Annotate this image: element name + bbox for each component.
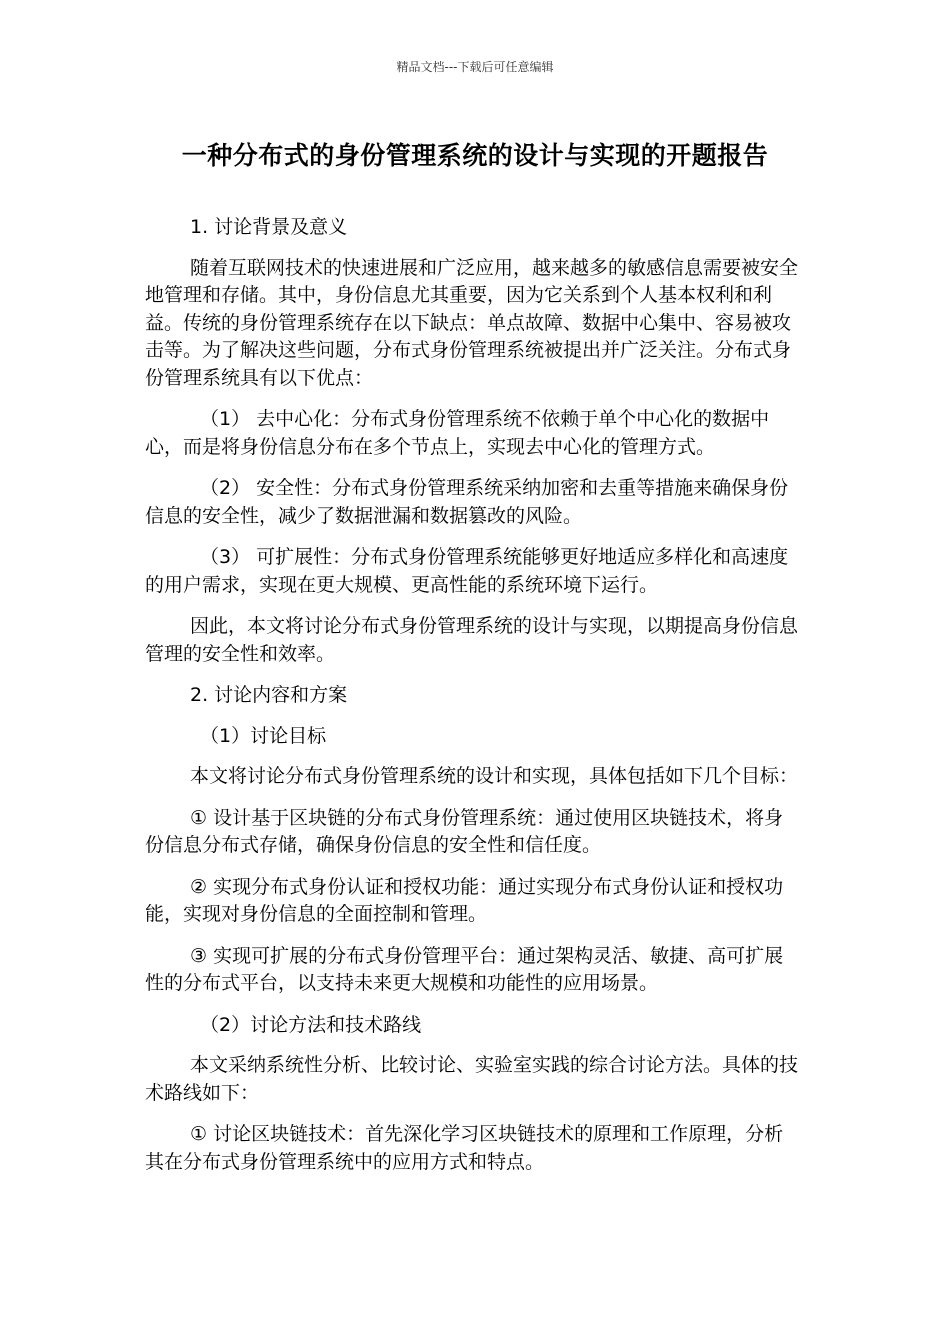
- document-body: [145, 214, 800, 1190]
- advantage-item: （3） 可扩展性：分布式身份管理系统能够更好地适应多样化和高速度的用户需求，实现在更大规模、更高性能的系统环境下运行。: [145, 546, 789, 596]
- goal-item: ② 实现分布式身份认证和授权功能：通过实现分布式身份认证和授权功能，实现对身份信息的全面控制和管理。: [145, 875, 784, 925]
- section2-heading: 2. 讨论内容和方案: [190, 684, 348, 706]
- section1-conclusion: 因此，本文将讨论分布式身份管理系统的设计与实现，以期提高身份信息管理的安全性和效率。: [145, 615, 799, 665]
- document-title: 一种分布式的身份管理系统的设计与实现的开题报告: [181, 141, 769, 170]
- goals-intro: 本文将讨论分布式身份管理系统的设计和实现，具体包括如下几个目标：: [190, 765, 799, 787]
- goals-heading: （1）讨论目标: [200, 724, 327, 747]
- header-note: 精品文档---下载后可任意编辑: [396, 60, 554, 74]
- goal-item: ① 设计基于区块链的分布式身份管理系统：通过使用区块链技术，将身份信息分布式存储，确保身份信息的安全性和信任度。: [145, 806, 784, 856]
- goal-item: ③ 实现可扩展的分布式身份管理平台：通过架构灵活、敏捷、高可扩展性的分布式平台，以支持未来更大规模和功能性的应用场景。: [145, 944, 784, 994]
- methods-intro: 本文采纳系统性分析、比较讨论、实验室实践的综合讨论方法。具体的技术路线如下：: [145, 1054, 799, 1104]
- method-item: ① 讨论区块链技术：首先深化学习区块链技术的原理和工作原理，分析其在分布式身份管理系统中的应用方式和特点。: [145, 1123, 784, 1173]
- methods-heading: （2）讨论方法和技术路线: [200, 1013, 422, 1036]
- section1-intro: 随着互联网技术的快速进展和广泛应用，越来越多的敏感信息需要被安全地管理和存储。其中，身份信息尤其重要，因为它关系到个人基本权利和利益。传统的身份管理系统存在以下缺点：单点故障、数据中心集中、容易被攻击等。为了解决这些问题，分布式身份管理系统被提出并广泛关注。分布式身份管理系统具有以下优点：: [145, 256, 799, 389]
- advantage-item: （2） 安全性：分布式身份管理系统采纳加密和去重等措施来确保身份信息的安全性，减少了数据泄漏和数据篡改的风险。: [145, 477, 789, 527]
- advantage-item: （1） 去中心化：分布式身份管理系统不依赖于单个中心化的数据中心，而是将身份信息分布在多个节点上，实现去中心化的管理方式。: [145, 408, 770, 458]
- section1-heading: 1. 讨论背景及意义: [190, 216, 348, 238]
